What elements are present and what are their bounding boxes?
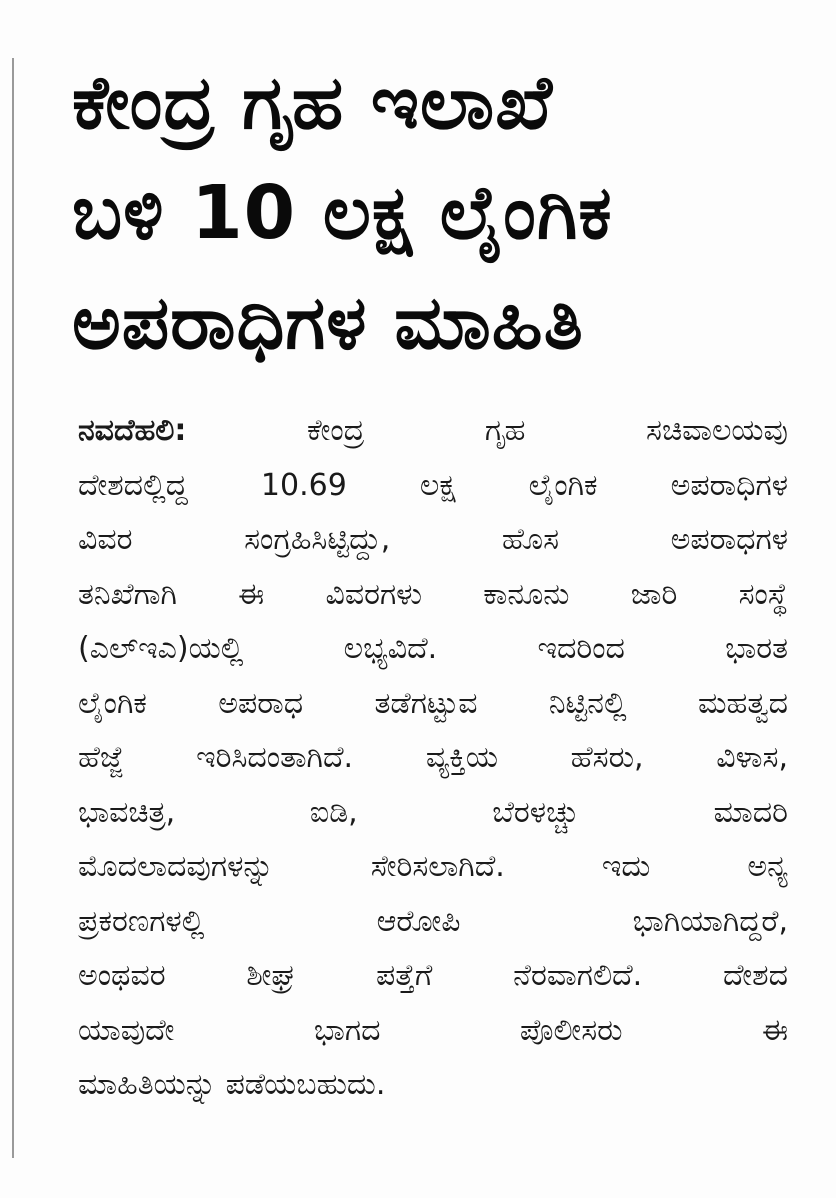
body-line: ಅಂಥವರ ಶೀಘ್ರ ಪತ್ತೆಗೆ ನೆರವಾಗಲಿದೆ. ದೇಶದ	[78, 958, 788, 993]
body-line: ಯಾವುದೇ ಭಾಗದ ಪೊಲೀಸರು ಈ	[78, 1012, 788, 1048]
headline-line-1: ಕೇಂದ್ರ ಗೃಹ ಇಲಾಖೆ	[72, 60, 553, 146]
body-line: ಮೊದಲಾದವುಗಳನ್ನು ಸೇರಿಸಲಾಗಿದೆ. ಇದು ಅನ್ಯ	[78, 849, 788, 884]
body-line: ವಿವರ ಸಂಗ್ರಹಿಸಿಟ್ಟಿದ್ದು, ಹೊಸ ಅಪರಾಧಗಳ	[78, 522, 788, 557]
headline	[72, 48, 792, 378]
article-body	[78, 404, 788, 1113]
body-line: ಪ್ರಕರಣಗಳಲ್ಲಿ ಆರೋಪಿ ಭಾಗಿಯಾಗಿದ್ದರೆ,	[78, 903, 788, 939]
body-line: ತನಿಖೆಗಾಗಿ ಈ ವಿವರಗಳು ಕಾನೂನು ಜಾರಿ ಸಂಸ್ಥೆ	[78, 576, 788, 612]
body-line: (ಎಲ್‌ಇಎ)ಯಲ್ಲಿ ಲಭ್ಯವಿದೆ. ಇದರಿಂದ ಭಾರತ	[78, 631, 788, 666]
body-line-last: ಮಾಹಿತಿಯನ್ನು ಪಡೆಯಬಹುದು.	[78, 1067, 386, 1102]
body-line: ದೇಶದಲ್ಲಿದ್ದ 10.69 ಲಕ್ಷ ಲೈಂಗಿಕ ಅಪರಾಧಿಗಳ	[78, 467, 788, 503]
body-line	[78, 404, 788, 459]
column-rule	[12, 58, 14, 1158]
body-line: ಭಾವಚಿತ್ರ, ಐಡಿ, ಬೆರಳಚ್ಚು ಮಾದರಿ	[78, 794, 788, 830]
body-line: ಲೈಂಗಿಕ ಅಪರಾಧ ತಡೆಗಟ್ಟುವ ನಿಟ್ಟಿನಲ್ಲಿ ಮಹತ್ವದ	[78, 685, 788, 721]
dateline: ನವದೆಹಲಿ:	[78, 413, 187, 448]
body-line: ಹೆಜ್ಜೆ ಇರಿಸಿದಂತಾಗಿದೆ. ವ್ಯಕ್ತಿಯ ಹೆಸರು, ವಿಳಾಸ,	[78, 740, 788, 775]
headline-line-2: ಬಳಿ 10 ಲಕ್ಷ ಲೈಂಗಿಕ	[72, 170, 613, 256]
headline-line-3: ಅಪರಾಧಿಗಳ ಮಾಹಿತಿ	[72, 280, 584, 366]
body-line-1-text: ಕೇಂದ್ರ ಗೃಹ ಸಚಿವಾಲಯವು	[307, 413, 788, 448]
